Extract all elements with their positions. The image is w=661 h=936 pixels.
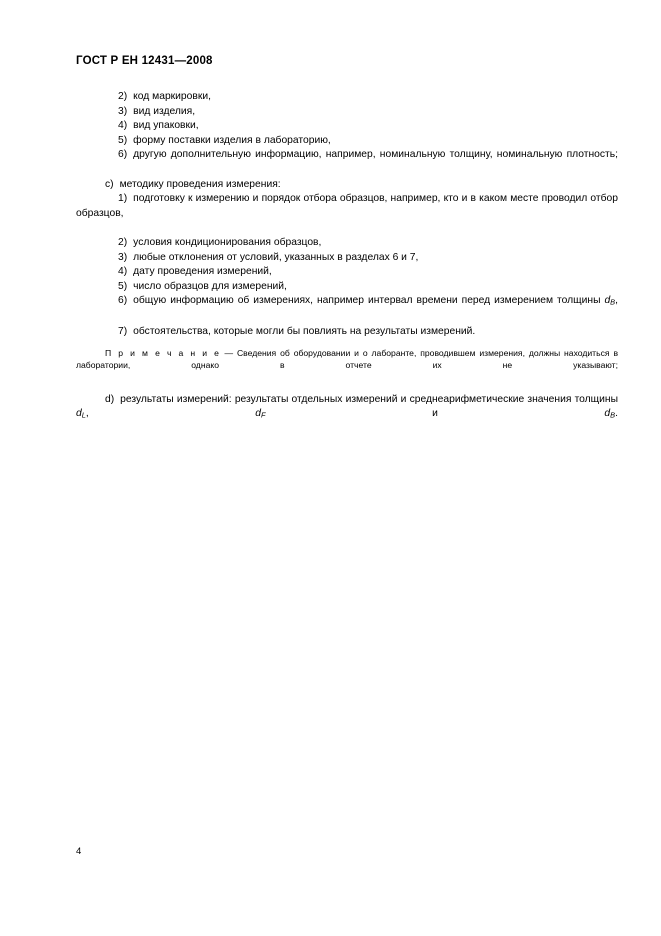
standard-header: ГОСТ Р ЕН 12431—2008 — [76, 55, 213, 67]
list-item-text: обстоятельства, которые могли бы повлиять на результаты измерений. — [133, 326, 476, 338]
list-item — [76, 119, 618, 134]
list-item — [76, 148, 618, 177]
symbol-base: d — [255, 408, 262, 420]
list-item-text: код маркировки, — [133, 91, 211, 102]
thickness-symbol — [604, 295, 615, 306]
list-item-text: форму поставки изделия в лабораторию, — [133, 134, 331, 146]
list-item-text-tail: , — [615, 295, 618, 307]
list-marker: 2) — [118, 236, 128, 248]
symbol-base: d — [76, 408, 82, 420]
list-marker: d) — [105, 393, 115, 405]
symbol-base: d — [604, 408, 611, 420]
list-marker: c) — [105, 178, 114, 190]
document-body — [76, 90, 618, 438]
symbol-subscript: B — [610, 410, 616, 420]
list-marker: 5) — [118, 280, 128, 292]
list-marker: 1) — [118, 193, 128, 205]
list-item — [76, 294, 618, 325]
symbol-subscript: F — [261, 410, 266, 420]
thickness-symbol-l — [76, 408, 86, 419]
note-em-dash: — — [224, 347, 234, 358]
list-item — [76, 280, 618, 295]
list-item — [76, 105, 618, 120]
list-item-text: вид изделия, — [133, 105, 196, 117]
list-marker: 4) — [118, 266, 128, 278]
note-text: Сведения об оборудовании и о лаборанте, проводившем измерения, должны находиться в лаборатории, однако в отчете их не указывают; — [76, 347, 619, 371]
list-item-text: методику проведения измерения: — [119, 178, 281, 190]
symbol-subscript: B — [610, 297, 616, 307]
list-item-text-tail: . — [615, 408, 618, 420]
list-item — [76, 385, 618, 438]
symbol-subscript: L — [81, 410, 86, 420]
list-item — [76, 236, 618, 251]
list-item — [76, 325, 618, 340]
list-item — [76, 265, 618, 280]
thickness-symbol-f — [255, 408, 265, 419]
list-item-text: вид упаковки, — [133, 120, 199, 132]
list-marker: 6) — [118, 149, 128, 161]
symbol-base: d — [604, 295, 611, 307]
list-item — [76, 134, 618, 149]
list-item-text: подготовку к измерению и порядок отбора образцов, например, кто и в каком месте проводил отбор образцов, — [76, 193, 618, 219]
list-marker: 5) — [118, 134, 128, 146]
list-item-text: дату проведения измерений, — [133, 266, 272, 278]
list-item — [76, 192, 618, 236]
note-paragraph — [76, 340, 618, 385]
list-item-text: результаты измерений: результаты отдельных измерений и среднеарифметические значения толщины — [120, 393, 618, 405]
list-item — [76, 178, 618, 193]
symbol-separator-comma: , — [85, 408, 256, 420]
page-number: 4 — [76, 846, 82, 857]
list-marker: 2) — [118, 91, 128, 102]
list-item — [76, 90, 618, 105]
list-marker: 3) — [118, 251, 128, 263]
list-marker: 4) — [118, 120, 128, 132]
list-marker: 7) — [118, 326, 128, 338]
list-item-text: любые отклонения от условий, указанных в разделах 6 и 7, — [133, 251, 419, 263]
list-item-text: общую информацию об измерениях, например интервал времени перед измерением толщины — [133, 295, 605, 307]
list-item-text: число образцов для измерений, — [133, 280, 287, 292]
note-label: П р и м е ч а н и е — [105, 347, 221, 358]
list-item-text: условия кондиционирования образцов, — [133, 236, 322, 248]
list-item-text: другую дополнительную информацию, например, номинальную толщину, номинальную плотность; — [133, 149, 618, 161]
symbol-separator-and: и — [265, 408, 605, 420]
list-marker: 6) — [118, 295, 128, 307]
list-item — [76, 251, 618, 266]
thickness-symbol-b — [604, 408, 615, 419]
list-marker: 3) — [118, 105, 128, 117]
